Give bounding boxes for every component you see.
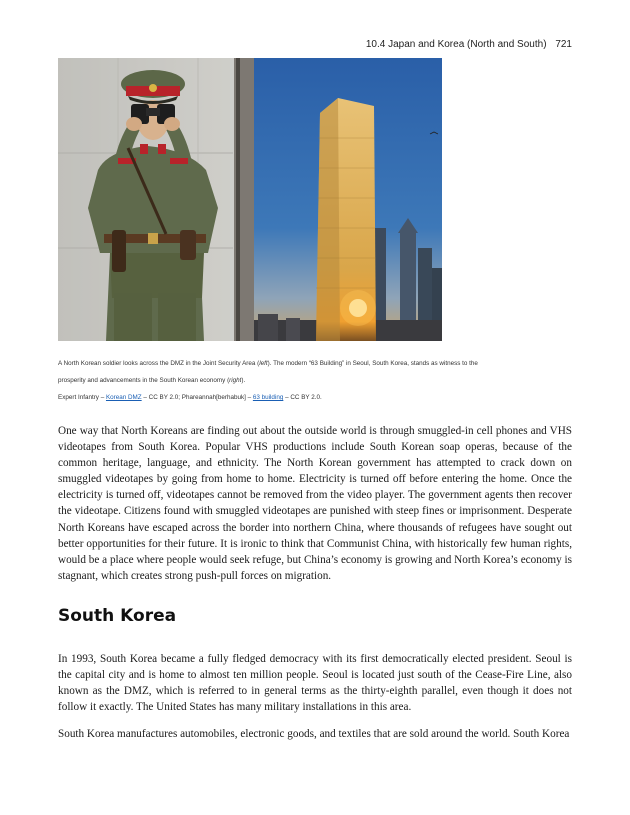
section-title: 10.4 Japan and Korea (North and South) xyxy=(365,39,547,50)
body-paragraph-1: One way that North Koreans are finding out about the outside world is through smuggled-in cell phones and VHS videotapes from South Korea. Popular VHS productions include South Korean soap operas, because of the common heritage, language, and ethnicity. The North Korean government has attempted to crack down on smuggled videotapes by going from home to home. Electricity is turned off before entering the home. Once the electricity is turned off, videotapes cannot be removed from the video player. The government agents then recover the videotape. Citizens found with smuggled videotapes are punished with steep fines or imprisonment. Desperate North Koreans have escaped across the border into northern China, where thousands of refugees have sought out better opportunities for their future. It is ironic to think that Communist China, with historically few human rights, would be a place where people would seek refuge, but China’s economy is growing and North Korea’s economy is stagnant, which creates strong push-pull forces on migration. xyxy=(58,425,572,582)
caption-text-1: A North Korean soldier looks across the DMZ in the Joint Security Area ( xyxy=(58,360,260,367)
caption-left: left xyxy=(259,360,268,367)
caption-text-3: ). xyxy=(241,377,246,384)
credit-text-1: Expert Infantry – xyxy=(58,394,106,401)
63-building-link[interactable]: 63 building xyxy=(252,394,284,401)
figure-photo-pair xyxy=(58,58,442,341)
caption-right: right xyxy=(229,377,242,384)
running-header xyxy=(366,39,572,50)
page-number: 721 xyxy=(555,39,572,50)
figure-caption xyxy=(58,355,478,389)
figure-credit xyxy=(58,394,478,401)
section-heading-south-korea: South Korea xyxy=(58,606,177,626)
building-photo xyxy=(254,58,442,341)
credit-text-3: – CC BY 2.0. xyxy=(283,394,322,401)
credit-text-2: – CC BY 2.0; Phareannah[berhabuk] – xyxy=(141,394,253,401)
body-paragraph-3: South Korea manufactures automobiles, electronic goods, and textiles that are sold around the world. South Korea xyxy=(58,728,570,740)
figure-illustration xyxy=(58,58,442,341)
soldier-photo xyxy=(58,58,254,341)
body-paragraph-2: In 1993, South Korea became a fully fledged democracy with its first democratically elected president. Seoul is the capital city and is home to almost ten million people. Seoul is located just south of the Cease-Fire Line, also known as the DMZ, which is referred to in general terms as the thirty-eighth parallel, even though it does not follow it exactly. The United States has many military installations in this area. xyxy=(58,653,572,714)
caption-text-2: ). The modern “63 Building” in Seoul, South Korea, stands as witness to the prosperity and advancements in the South Korean economy ( xyxy=(58,360,478,384)
korean-dmz-link[interactable]: Korean DMZ xyxy=(105,394,142,401)
